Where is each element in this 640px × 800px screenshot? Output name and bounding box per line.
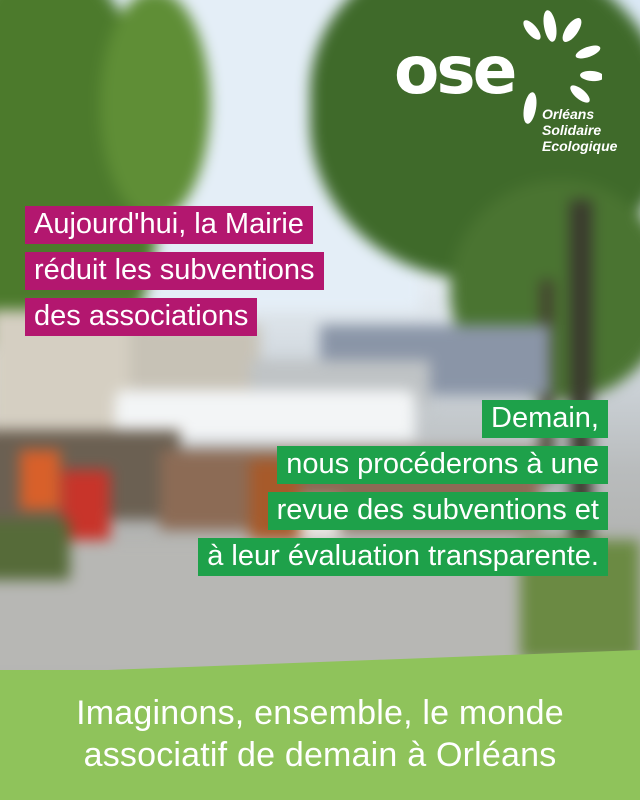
logo-subtitle-line: Orléans (542, 106, 595, 122)
statement-today-line: des associations (25, 298, 257, 336)
statement-tomorrow-line: Demain, (482, 400, 608, 438)
statement-today (25, 206, 324, 344)
statement-tomorrow-line: à leur évaluation transparente. (198, 538, 608, 576)
statement-tomorrow-line: revue des subventions et (268, 492, 608, 530)
logo-subtitle-line: Ecologique (542, 138, 618, 154)
tagline-line: associatif de demain à Orléans (83, 736, 557, 774)
logo-wordmark: ose (394, 32, 515, 109)
logo-subtitle (542, 106, 617, 154)
statement-tomorrow (198, 400, 608, 584)
statement-today-line: réduit les subventions (25, 252, 324, 290)
ose-logo (394, 8, 634, 158)
tagline (0, 692, 640, 776)
logo-subtitle-line: Solidaire (542, 122, 602, 138)
statement-tomorrow-line: nous procéderons à une (277, 446, 608, 484)
statement-today-line: Aujourd'hui, la Mairie (25, 206, 313, 244)
tagline-line: Imaginons, ensemble, le monde (76, 694, 564, 732)
